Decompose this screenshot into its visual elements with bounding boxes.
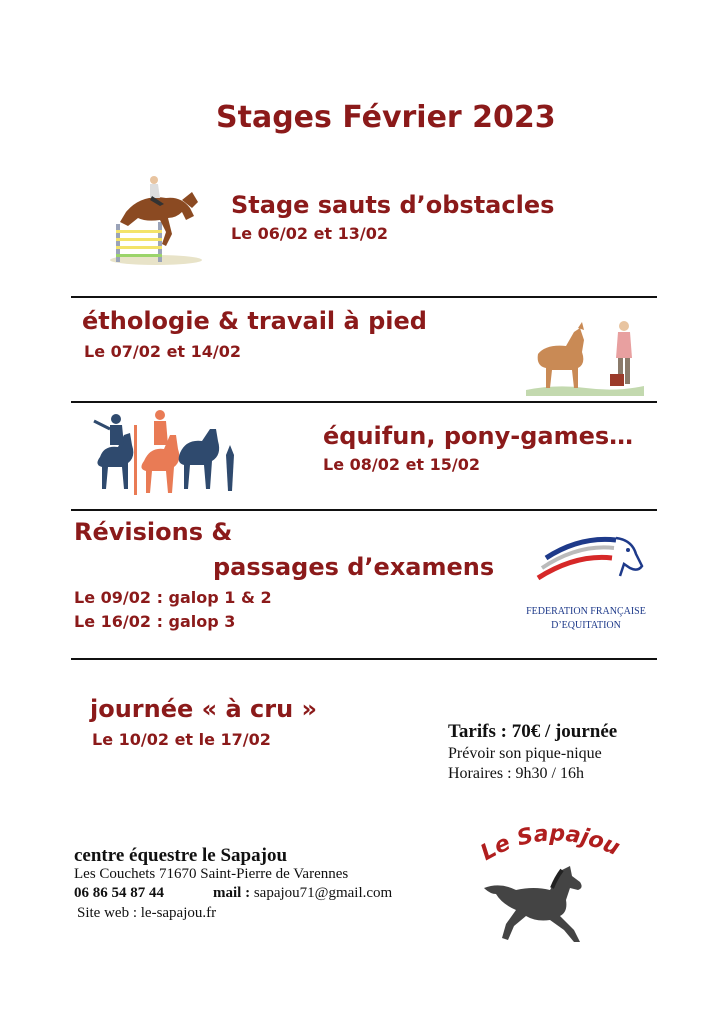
tarifs-hours: Horaires : 9h30 / 16h	[448, 765, 584, 782]
divider-1	[71, 296, 657, 298]
ffe-logo	[520, 528, 652, 638]
tarifs-price: Tarifs : 70€ / journée	[448, 721, 618, 742]
stage-exams-date-2: Le 16/02 : galop 3	[74, 612, 236, 631]
contact-mail-link[interactable]: sapajou71@gmail.com	[253, 885, 393, 901]
tarifs-picnic: Prévoir son pique-nique	[448, 745, 602, 762]
contact-mail-label: mail :	[213, 885, 251, 901]
ffe-horse-head-icon	[520, 528, 652, 596]
stage-bareback-dates: Le 10/02 et le 17/02	[92, 730, 271, 749]
show-jumping-illustration	[106, 172, 206, 268]
stage-exams-title-line1: Révisions &	[74, 518, 233, 546]
ffe-logo-line2: D’EQUITATION	[551, 620, 621, 631]
divider-2	[71, 401, 657, 403]
stage-equifun-title: équifun, pony-games…	[323, 422, 634, 450]
sapajou-logo	[474, 820, 634, 950]
stage-ethology-dates: Le 07/02 et 14/02	[84, 342, 242, 361]
stage-jumping-dates: Le 06/02 et 13/02	[231, 224, 389, 243]
ffe-logo-line1: FEDERATION FRANÇAISE	[526, 606, 646, 617]
divider-3	[71, 509, 657, 511]
contact-name: centre équestre le Sapajou	[74, 845, 288, 866]
groundwork-illustration	[526, 318, 644, 396]
page-title: Stages Février 2023	[216, 100, 556, 135]
contact-website[interactable]: Site web : le-sapajou.fr	[77, 905, 217, 921]
stage-exams-date-1: Le 09/02 : galop 1 & 2	[74, 588, 272, 607]
galloping-horse-icon	[480, 860, 600, 944]
stage-jumping-title: Stage sauts d’obstacles	[231, 191, 555, 219]
stage-exams-title-line2: passages d’examens	[213, 553, 495, 581]
divider-4	[71, 658, 657, 660]
stage-equifun-dates: Le 08/02 et 15/02	[323, 455, 481, 474]
pony-games-illustration	[84, 405, 244, 501]
sapajou-logo-text: Le Sapajou	[476, 821, 624, 867]
contact-mail-row	[213, 885, 392, 902]
contact-address: Les Couchets 71670 Saint-Pierre de Varennes	[74, 866, 349, 882]
stage-bareback-title: journée « à cru »	[90, 695, 318, 723]
contact-phone: 06 86 54 87 44	[74, 885, 164, 901]
stage-ethology-title: éthologie & travail à pied	[82, 307, 427, 335]
